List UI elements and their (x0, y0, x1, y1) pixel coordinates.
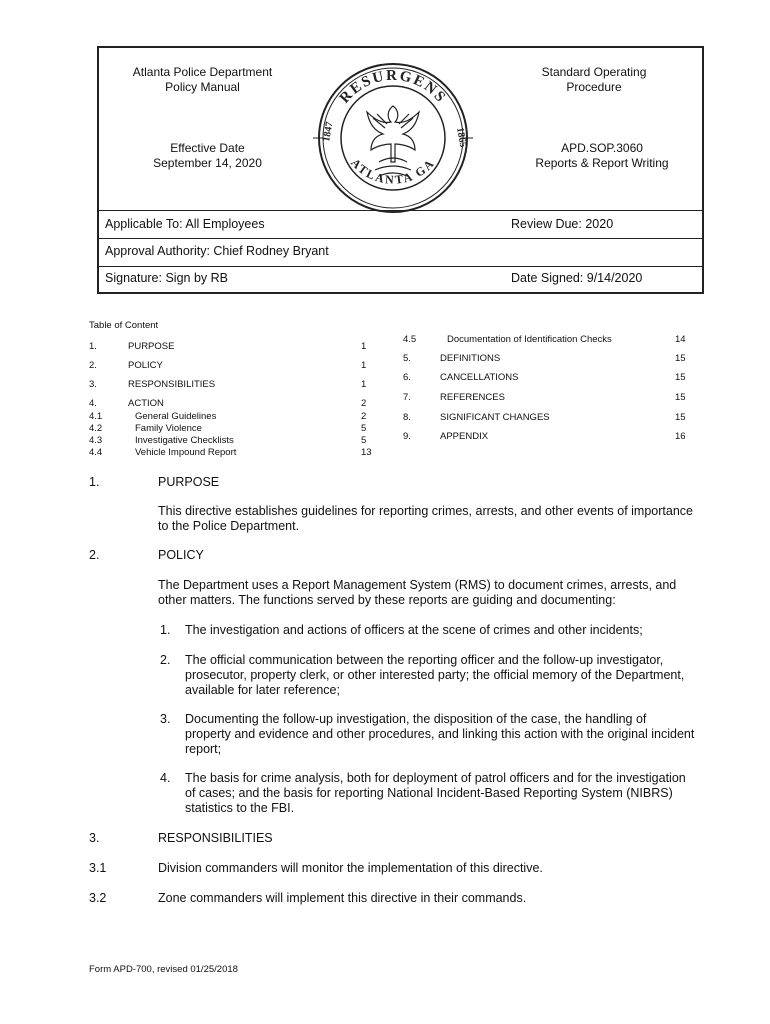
policy-paragraph (158, 578, 676, 608)
text-line: other matters. The functions served by these reports are guiding and documenting: (158, 593, 616, 607)
sop-line-2: Procedure (566, 80, 622, 94)
text-line: Documenting the follow-up investigation, the disposition of the case, the handling of (185, 712, 647, 726)
toc-page: 15 (675, 353, 686, 364)
header-divider (99, 210, 702, 211)
seal-text-bottom: ATLANTA GA (348, 155, 438, 187)
text-line: prosecutor, property clerk, or other interested party; the official memory of the Department, (185, 668, 685, 682)
toc-page: 16 (675, 431, 686, 442)
date-signed: Date Signed: 9/14/2020 (511, 271, 643, 285)
header-box (97, 46, 704, 294)
toc-page: 15 (675, 392, 686, 403)
toc-item[interactable] (89, 435, 367, 446)
form-footer: Form APD-700, revised 01/25/2018 (89, 964, 238, 975)
department-name: Atlanta Police Department (132, 65, 273, 79)
seal-text-left: 1847 (321, 120, 336, 143)
toc-number: 6. (403, 372, 411, 383)
text-line: The Department uses a Report Management System (RMS) to document crimes, arrests, and (158, 578, 677, 592)
toc-page: 15 (675, 412, 686, 423)
approval-authority: Approval Authority: Chief Rodney Bryant (105, 244, 329, 258)
subsection-text: Division commanders will monitor the implementation of this directive. (158, 861, 543, 875)
list-item (185, 653, 684, 698)
city-seal-icon (313, 58, 473, 218)
toc-page: 2 (361, 411, 367, 422)
toc-page: 2 (361, 398, 367, 409)
effective-date-label: Effective Date (170, 141, 245, 155)
toc-item[interactable] (403, 353, 686, 364)
toc-item[interactable] (89, 379, 367, 390)
toc-label: General Guidelines (135, 411, 217, 422)
toc-title: Table of Content (89, 320, 159, 331)
toc-item[interactable] (403, 392, 686, 403)
toc-page: 1 (361, 341, 367, 352)
toc-item[interactable] (89, 360, 367, 371)
toc-page: 14 (675, 334, 686, 345)
toc-number: 4.5 (403, 334, 417, 345)
list-item-number: 2. (160, 653, 171, 667)
toc-page: 5 (361, 423, 367, 434)
phoenix-icon (367, 106, 419, 176)
toc-label: SIGNIFICANT CHANGES (440, 412, 550, 423)
toc-label: RESPONSIBILITIES (128, 379, 216, 390)
toc-label: ACTION (128, 398, 164, 409)
toc-item[interactable] (89, 411, 367, 422)
toc-item[interactable] (89, 398, 367, 409)
toc-item[interactable] (89, 341, 367, 352)
document-type (489, 65, 699, 95)
text-line: This directive establishes guidelines for reporting crimes, arrests, and other events of importance (158, 504, 693, 518)
toc-number: 5. (403, 353, 411, 364)
subsection-number: 3.2 (89, 891, 107, 905)
toc-number: 4.2 (89, 423, 103, 434)
section-heading-purpose: PURPOSE (158, 475, 220, 489)
manual-name: Policy Manual (165, 80, 240, 94)
toc-page: 15 (675, 372, 686, 383)
toc-page: 1 (361, 379, 367, 390)
subsection-text: Zone commanders will implement this directive in their commands. (158, 891, 527, 905)
toc-label: DEFINITIONS (440, 353, 501, 364)
effective-date-block (99, 141, 316, 171)
toc-number: 1. (89, 341, 97, 352)
text-line: available for later reference; (185, 683, 340, 697)
text-line: The basis for crime analysis, both for deployment of patrol officers and for the investigation (185, 771, 686, 785)
text-line: to the Police Department. (158, 519, 300, 533)
list-item-number: 4. (160, 771, 171, 785)
toc-item[interactable] (89, 423, 367, 434)
signature: Signature: Sign by RB (105, 271, 228, 285)
toc-label: APPENDIX (440, 431, 489, 442)
list-item (185, 712, 694, 757)
toc-number: 8. (403, 412, 411, 423)
seal-text-right: 1865 (454, 126, 469, 149)
text-line: The investigation and actions of officers at the scene of crimes and other incidents; (185, 623, 643, 637)
toc-label: Family Violence (135, 423, 202, 434)
toc-number: 4.3 (89, 435, 103, 446)
toc-label: Investigative Checklists (135, 435, 234, 446)
toc-number: 3. (89, 379, 97, 390)
section-heading-responsibilities: RESPONSIBILITIES (158, 831, 273, 845)
section-number: 2. (89, 548, 100, 562)
text-line: report; (185, 742, 222, 756)
department-title (99, 65, 306, 95)
effective-date: September 14, 2020 (153, 156, 262, 170)
toc-item[interactable] (89, 447, 372, 458)
text-line: statistics to the FBI. (185, 801, 295, 815)
header-divider (99, 238, 702, 239)
toc-label: POLICY (128, 360, 163, 371)
toc-label: REFERENCES (440, 392, 505, 403)
svg-text:RESURGENS (337, 68, 450, 107)
header-divider (99, 266, 702, 267)
toc-item[interactable] (403, 412, 686, 423)
applicable-to: Applicable To: All Employees (105, 217, 265, 231)
toc-item[interactable] (403, 372, 686, 383)
list-item-number: 3. (160, 712, 171, 726)
text-line: property and evidence and other procedures, and linking this action with the original incident (185, 727, 695, 741)
toc-label: PURPOSE (128, 341, 175, 352)
section-heading-policy: POLICY (158, 548, 204, 562)
section-number: 3. (89, 831, 100, 845)
toc-item[interactable] (403, 334, 686, 345)
svg-text:ATLANTA GA (348, 156, 438, 187)
subsection-number: 3.1 (89, 861, 107, 875)
toc-page: 13 (361, 447, 372, 458)
section-number: 1. (89, 475, 100, 489)
toc-page: 1 (361, 360, 367, 371)
toc-number: 7. (403, 392, 411, 403)
toc-label: CANCELLATIONS (440, 372, 519, 383)
toc-number: 4.1 (89, 411, 103, 422)
toc-number: 4.4 (89, 447, 103, 458)
toc-number: 9. (403, 431, 411, 442)
list-item (185, 623, 643, 638)
text-line: The official communication between the reporting officer and the follow-up investigator, (185, 653, 664, 667)
sop-title: Reports & Report Writing (535, 156, 669, 170)
seal-text-top: RESURGENS (336, 67, 450, 107)
sop-id-block (489, 141, 715, 171)
toc-number: 2. (89, 360, 97, 371)
review-due: Review Due: 2020 (511, 217, 614, 231)
list-item (185, 771, 686, 816)
sop-number: APD.SOP.3060 (561, 141, 643, 155)
list-item-number: 1. (160, 623, 171, 637)
toc-number: 4. (89, 398, 97, 409)
toc-label: Vehicle Impound Report (135, 447, 237, 458)
toc-label: Documentation of Identification Checks (447, 334, 612, 345)
sop-line-1: Standard Operating (541, 65, 647, 79)
toc-item[interactable] (403, 431, 686, 442)
text-line: of cases; and the basis for reporting National Incident-Based Reporting System (NIBRS) (185, 786, 673, 800)
toc-page: 5 (361, 435, 367, 446)
purpose-paragraph (158, 504, 693, 534)
